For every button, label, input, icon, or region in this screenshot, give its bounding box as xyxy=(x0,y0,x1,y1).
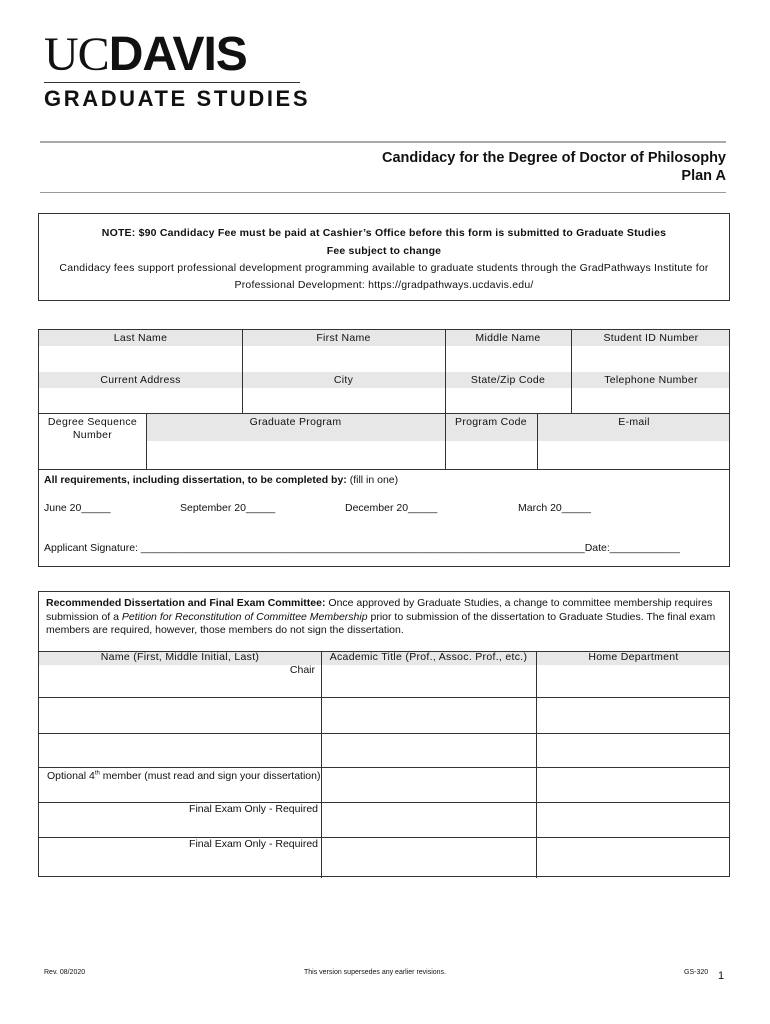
june-option[interactable]: June 20_____ xyxy=(44,502,111,514)
fee-support-line: Candidacy fees support professional development programming available to graduate students through the GradPathways Institute for xyxy=(59,262,709,274)
middle-name-label: Middle Name xyxy=(475,332,541,344)
optional-member-post: member (must read and sign your dissertation) xyxy=(99,770,321,782)
form-subtitle: Plan A xyxy=(681,168,726,184)
logo-rule xyxy=(44,82,300,83)
col-title-header: Academic Title (Prof., Assoc. Prof., etc.) xyxy=(329,651,528,663)
fee-note-box xyxy=(38,213,730,301)
fee-note-line: NOTE: $90 Candidacy Fee must be paid at Cashier’s Office before this form is submitted to Graduate Studies xyxy=(101,227,667,239)
fee-change-line: Fee subject to change xyxy=(326,245,442,257)
fee-url-line: Professional Development: https://gradpathways.ucdavis.edu/ xyxy=(234,279,534,291)
program-code-field[interactable] xyxy=(445,441,537,469)
december-option[interactable]: December 20_____ xyxy=(345,502,438,514)
revision-date: Rev. 08/2020 xyxy=(44,969,86,976)
committee-heading: Recommended Dissertation and Final Exam Committee: xyxy=(46,597,326,609)
committee-table xyxy=(38,591,730,877)
header-divider-top xyxy=(40,141,726,143)
requirements-hint: (fill in one) xyxy=(346,474,399,486)
address-field[interactable] xyxy=(39,389,242,413)
last-name-label: Last Name xyxy=(113,332,168,344)
graduate-program-field[interactable] xyxy=(146,441,445,469)
chair-label: Chair xyxy=(289,664,315,676)
final-exam-label-2: Final Exam Only - Required xyxy=(189,838,318,850)
requirements-bold: All requirements, including dissertation, to be completed by: xyxy=(44,474,347,486)
optional-member-label xyxy=(47,770,320,782)
col-name-header: Name (First, Middle Initial, Last) xyxy=(100,651,260,663)
page-number: 1 xyxy=(718,970,725,982)
middle-name-field[interactable] xyxy=(445,347,571,372)
city-field[interactable] xyxy=(242,389,445,413)
telephone-label: Telephone Number xyxy=(604,374,698,386)
optional-member-pre: Optional 4 xyxy=(47,770,95,782)
petition-title: Petition for Reconstitution of Committee Membership xyxy=(121,610,368,623)
program-code-label: Program Code xyxy=(455,416,527,428)
telephone-field[interactable] xyxy=(571,389,731,413)
state-zip-field[interactable] xyxy=(445,389,571,413)
form-title: Candidacy for the Degree of Doctor of Philosophy xyxy=(381,150,726,166)
september-option[interactable]: September 20_____ xyxy=(180,502,276,514)
email-label: E-mail xyxy=(618,416,650,428)
optional-member-sup: th xyxy=(94,770,100,777)
degree-sequence-label-line2: Number xyxy=(72,429,113,441)
student-id-field[interactable] xyxy=(571,347,731,372)
supersedes-note: This version supersedes any earlier revisions. xyxy=(304,969,447,976)
student-id-label: Student ID Number xyxy=(603,332,699,344)
student-info-table xyxy=(38,329,730,567)
last-name-field[interactable] xyxy=(39,347,242,372)
city-label: City xyxy=(333,374,354,386)
logo-subtitle: GRADUATE STUDIES xyxy=(44,86,311,111)
final-exam-label-1: Final Exam Only - Required xyxy=(189,803,318,815)
ucdavis-logo xyxy=(44,30,247,80)
graduate-program-label: Graduate Program xyxy=(249,416,342,428)
col-dept-header: Home Department xyxy=(588,651,679,663)
committee-text-2: prior to submission of the dissertation to Graduate Studies. The final exam members are required, however, those members do not sign the dissertation. xyxy=(46,610,716,636)
requirements-line xyxy=(44,474,398,486)
degree-sequence-label-line1: Degree Sequence xyxy=(47,416,138,428)
march-option[interactable]: March 20_____ xyxy=(518,502,591,514)
degree-sequence-label xyxy=(39,416,146,442)
committee-instructions xyxy=(46,597,726,638)
state-zip-label: State/Zip Code xyxy=(470,374,546,386)
first-name-label: First Name xyxy=(316,332,371,344)
header-divider-bottom xyxy=(40,192,726,193)
current-address-label: Current Address xyxy=(100,374,181,386)
logo-davis-text: DAVIS xyxy=(108,28,247,81)
email-field[interactable] xyxy=(537,441,731,469)
form-number: GS-320 xyxy=(684,969,709,976)
logo-uc-text: UC xyxy=(44,28,109,81)
committee-text-1: Once approved by Graduate Studies, a change to committee membership requires submission of a xyxy=(46,597,713,623)
applicant-signature-line[interactable]: Applicant Signature: ____________________________________________________________________________Date:____________ xyxy=(44,542,680,554)
first-name-field[interactable] xyxy=(242,347,445,372)
